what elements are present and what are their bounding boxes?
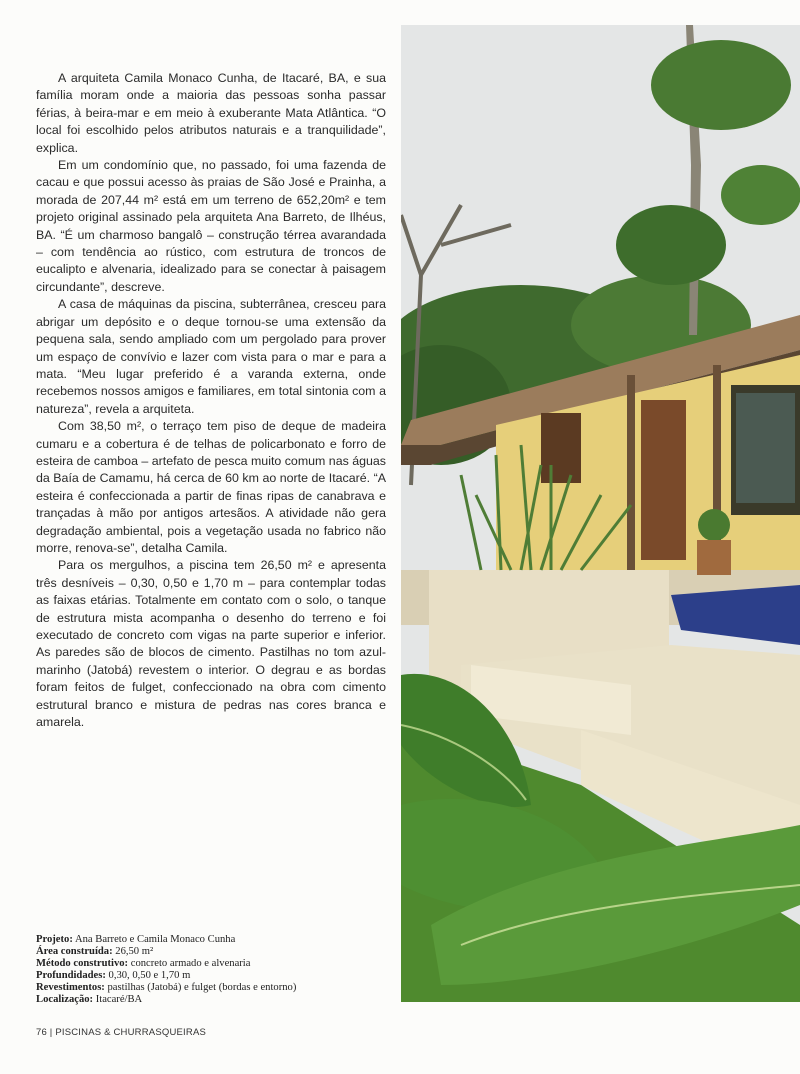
article-paragraph: A arquiteta Camila Monaco Cunha, de Itacaré, BA, e sua família moram onde a maioria das pessoas sonha passar férias, à beira-mar e em meio à exuberante Mata Atlântica. “O local foi escolhido pelos atributos naturais e a tranquilidade”, explica. bbox=[36, 71, 386, 155]
spec-row bbox=[36, 982, 386, 994]
article-paragraph: A casa de máquinas da piscina, subterrânea, cresceu para abrigar um depósito e o deque tornou-se uma extensão da pequena sala, sendo ampliado com um pergolado para prover um espaço de convívio e lazer com vista para o mar e para a mata. “Meu lugar preferido é a varanda externa, onde recebemos nossos amigos e familiares, em total sintonia com a natureza”, revela a arquiteta. bbox=[36, 297, 386, 416]
window bbox=[541, 413, 581, 483]
potted-shrub bbox=[698, 509, 730, 541]
spec-label: Localização: bbox=[36, 994, 94, 1005]
spec-value: 26,50 m² bbox=[115, 946, 154, 957]
tree-foliage bbox=[616, 205, 726, 285]
spec-value: concreto armado e alvenaria bbox=[130, 958, 251, 969]
folio-separator: | bbox=[46, 1027, 56, 1038]
spec-value: 0,30, 0,50 e 1,70 m bbox=[108, 970, 191, 981]
article-body bbox=[36, 70, 386, 731]
project-specs bbox=[36, 934, 386, 1006]
door bbox=[641, 400, 686, 560]
magazine-section: PISCINAS & CHURRASQUEIRAS bbox=[55, 1027, 207, 1038]
plant-pot bbox=[697, 540, 731, 575]
spec-label: Profundidades: bbox=[36, 970, 106, 981]
spec-row bbox=[36, 958, 386, 970]
tree-foliage bbox=[651, 40, 791, 130]
article-paragraph: Para os mergulhos, a piscina tem 26,50 m² e apresenta três desníveis – 0,30, 0,50 e 1,70 m – para contemplar todas as faixas etárias. Totalmente em contato com o solo, o tanque de estrutura mista acompanha o desenho do terreno e foi executado de concreto com vigas na parte superior e inferior. As paredes são de blocos de cimento. Pastilhas no tom azul-marinho (Jatobá) revestem o interior. O degrau e as bordas foram feitos de fulget, confeccionado na obra com cimento estrutural branco e mistura de pedras nas cores branca e amarela. bbox=[36, 558, 386, 730]
spec-row bbox=[36, 946, 386, 958]
spec-row bbox=[36, 994, 386, 1006]
spec-row bbox=[36, 970, 386, 982]
spec-label: Método construtivo: bbox=[36, 958, 129, 969]
spec-row bbox=[36, 934, 386, 946]
veranda-post bbox=[627, 375, 635, 575]
spec-label: Área construída: bbox=[36, 946, 113, 957]
house-photo bbox=[401, 25, 800, 1002]
house-photo-illustration bbox=[401, 25, 800, 1002]
window-glass bbox=[736, 393, 795, 503]
spec-label: Projeto: bbox=[36, 934, 73, 945]
page-footer bbox=[36, 1027, 206, 1038]
tree-foliage bbox=[721, 165, 800, 225]
article-paragraph: Em um condomínio que, no passado, foi uma fazenda de cacau e que possui acesso às praias de São José e Prainha, a morada de 207,44 m² está em um terreno de 652,20m² e tem projeto original assinado pela arquiteta Ana Barreto, de Ilhéus, BA. “É um charmoso bangalô – construção térrea avarandada – com tendência ao rústico, com estrutura de troncos de eucalipto e alvenaria, idealizado para se conectar à paisagem circundante”, descreve. bbox=[36, 158, 386, 294]
spec-value: Itacaré/BA bbox=[95, 994, 143, 1005]
spec-label: Revestimentos: bbox=[36, 982, 105, 993]
article-paragraph: Com 38,50 m², o terraço tem piso de deque de madeira cumaru e a cobertura é de telhas de policarbonato e forro de esteira de camboa – artefato de pesca muito comum nas águas da Baía de Camamu, há cerca de 60 km ao norte de Itacaré. “A esteira é confeccionada a partir de finas ripas de canabrava e trançadas à mão por antigos artesãos. A atividade não gera degradação ambiental, pois a vegetação usada no fabrico não morre, renova-se”, detalha Camila. bbox=[36, 419, 386, 555]
spec-value: pastilhas (Jatobá) e fulget (bordas e entorno) bbox=[107, 982, 297, 993]
page-number: 76 bbox=[36, 1027, 47, 1038]
spec-value: Ana Barreto e Camila Monaco Cunha bbox=[74, 934, 236, 945]
